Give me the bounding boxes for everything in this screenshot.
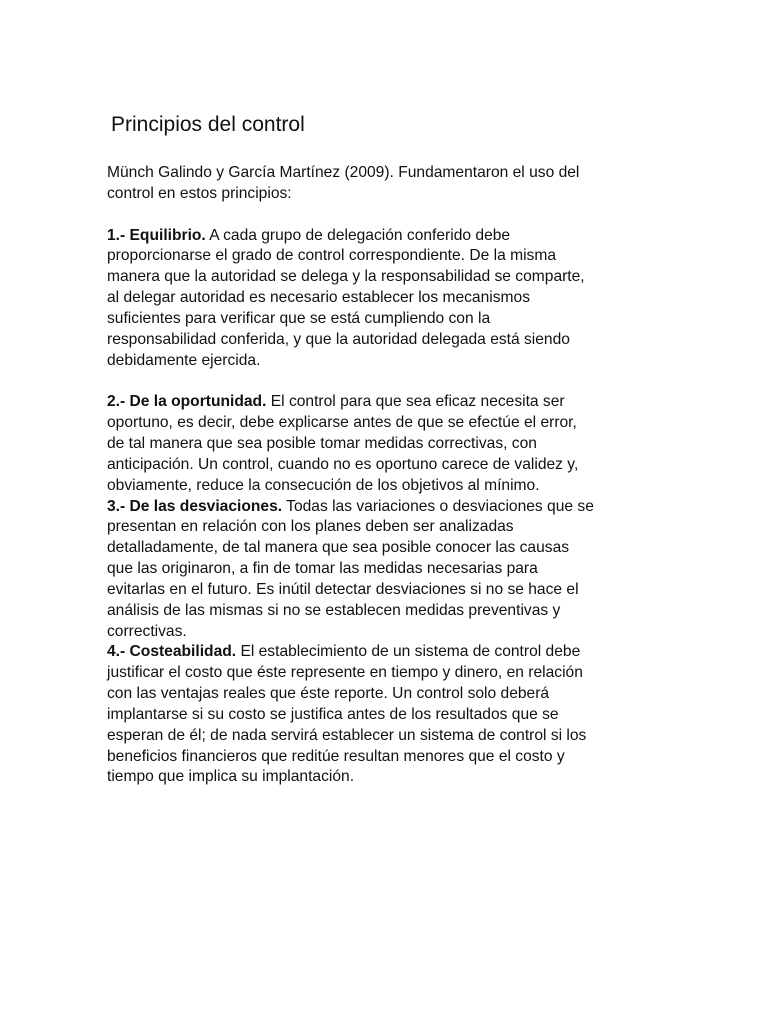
principle-text: El establecimiento de un sistema de control debe xyxy=(236,643,581,661)
principle-line: presentan en relación con los planes deben ser analizadas xyxy=(107,518,514,536)
principle-line: oportuno, es decir, debe explicarse antes de que se efectúe el error, xyxy=(107,414,577,432)
principle-line: implantarse si su costo se justifica antes de los resultados que se xyxy=(107,705,559,723)
principle-line: suficientes para verificar que se está cumpliendo con la xyxy=(107,309,491,327)
principle-line: beneficios financieros que reditúe resultan menores que el costo y xyxy=(107,747,565,765)
principle-line: justificar el costo que éste represente en tiempo y dinero, en relación xyxy=(107,664,583,682)
principle-line: tiempo que implica su implantación. xyxy=(107,768,355,786)
intro-line: Münch Galindo y García Martínez (2009). Fundamentaron el uso del xyxy=(107,164,580,181)
principle-equilibrio xyxy=(107,226,667,372)
document-body xyxy=(107,163,667,788)
principle-line: anticipación. Un control, cuando no es oportuno carece de validez y, xyxy=(107,455,579,473)
principle-line: proporcionarse el grado de control correspondiente. De la misma xyxy=(107,247,556,265)
principle-oportunidad xyxy=(107,392,667,496)
principle-heading: 4.- Costeabilidad. xyxy=(107,643,237,661)
intro-line: control en estos principios: xyxy=(107,184,292,202)
principle-text: A cada grupo de delegación conferido debe xyxy=(205,226,511,244)
principle-line: detalladamente, de tal manera que sea posible conocer las causas xyxy=(107,539,570,557)
principle-line: manera que la autoridad se delega y la responsabilidad se comparte, xyxy=(107,268,585,286)
principle-heading: 1.- Equilibrio. xyxy=(107,226,206,244)
principle-line: al delegar autoridad es necesario establecer los mecanismos xyxy=(107,289,530,307)
principle-first-line xyxy=(107,392,667,413)
principle-first-line xyxy=(107,497,667,518)
principle-text: Todas las variaciones o desviaciones que se xyxy=(282,497,594,515)
principle-line: con las ventajas reales que éste reporte. Un control solo deberá xyxy=(107,685,550,703)
document-title: Principios del control xyxy=(111,113,305,136)
principle-desviaciones xyxy=(107,497,667,643)
principle-costeabilidad xyxy=(107,642,667,788)
intro-paragraph xyxy=(107,163,667,205)
principle-line: responsabilidad conferida, y que la autoridad delegada está siendo xyxy=(107,330,570,348)
principle-heading: 2.- De la oportunidad. xyxy=(107,393,267,411)
principle-heading: 3.- De las desviaciones. xyxy=(107,497,283,515)
principle-line: de tal manera que sea posible tomar medidas correctivas, con xyxy=(107,434,537,452)
principle-first-line xyxy=(107,642,667,663)
principle-line: esperan de él; de nada servirá establecer un sistema de control si los xyxy=(107,726,587,744)
principle-text: El control para que sea eficaz necesita ser xyxy=(266,393,565,411)
principle-line: análisis de las mismas si no se establecen medidas preventivas y xyxy=(107,601,561,619)
principle-line: debidamente ejercida. xyxy=(107,351,261,369)
principle-line: evitarlas en el futuro. Es inútil detectar desviaciones si no se hace el xyxy=(107,580,579,598)
principle-first-line xyxy=(107,226,667,247)
principle-line: obviamente, reduce la consecución de los objetivos al mínimo. xyxy=(107,476,540,494)
principle-line: que las originaron, a fin de tomar las medidas necesarias para xyxy=(107,560,538,578)
principle-line: correctivas. xyxy=(107,622,187,640)
